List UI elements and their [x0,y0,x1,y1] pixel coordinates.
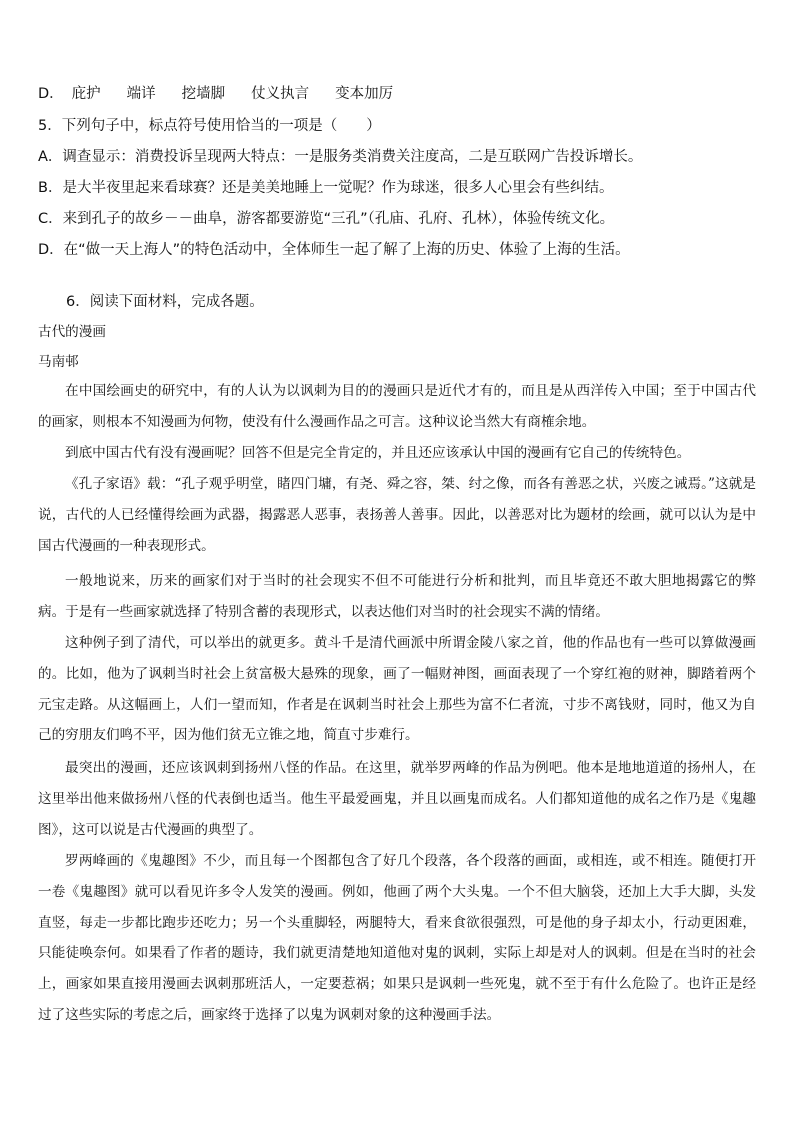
q4-word: 仗义执言 [251,86,310,102]
q5-option-b[interactable]: B．是大半夜里起来看球赛？还是美美地睡上一觉呢？作为球迷，很多人心里会有些纠结。 [38,180,614,196]
q5-option-a[interactable]: A．调查显示：消费投诉呈现两大特点：一是服务类消费关注度高，二是互联网广告投诉增长。 [38,149,643,165]
article-title: 古代的漫画 [38,324,106,340]
article-author: 马南邨 [38,354,79,370]
q5-stem: 5．下列句子中，标点符号使用恰当的一项是（ ） [38,118,381,134]
q4-option-d-label: D． [38,86,64,102]
article-paragraph: 到底中国古代有没有漫画呢？回答不但是完全肯定的，并且还应该承认中国的漫画有它自己的传统特色。 [65,445,691,461]
q5-option-d[interactable]: D．在“做一天上海人”的特色活动中，全体师生一起了解了上海的历史、体验了上海的生活。 [38,242,630,258]
q5-option-c[interactable]: C．来到孔子的故乡－－曲阜，游客都要游览“三孔”（孔庙、孔府、孔林），体验传统文化。 [38,211,615,227]
article-paragraph: 最突出的漫画，还应该讽刺到扬州八怪的作品。在这里，就举罗两峰的作品为例吧。他本是地地道道的扬州人，在这里举出他来做扬州八怪的代表倒也适当。他生平最爱画鬼，并且以画鬼而成名。人们都知道他的成名之作乃是《鬼趣图》，这可以说是古代漫画的典型了。 [38,760,756,838]
article-paragraph: 罗两峰画的《鬼趣图》不少，而且每一个图都包含了好几个段落，各个段落的画面，或相连，或不相连。随便打开一卷《鬼趣图》就可以看见许多令人发笑的漫画。例如，他画了两个大头鬼。一个不但大脑袋，还加上大手大脚，头发直竖，每走一步都比跑步还吃力；另一个头重脚轻，两腿特大，看来食欲很强烈，可是他的身子却太小，行动更困难，只能徒唤奈何。如果看了作者的题诗，我们就更清楚地知道他对鬼的讽刺，实际上却是对人的讽刺。但是在当时的社会上，画家如果直接用漫画去讽刺那班活人，一定要惹祸；如果只是讽刺一些死鬼，就不至于有什么危险了。也许正是经过了这些实际的考虑之后，画家终于选择了以鬼为讽刺对象的这种漫画手法。 [38,853,756,1023]
q6-stem: 6．阅读下面材料，完成各题。 [66,294,264,310]
article-paragraph: 一般地说来，历来的画家们对于当时的社会现实不但不可能进行分析和批判，而且毕竟还不敢大胆地揭露它的弊病。于是有一些画家就选择了特别含蓄的表现形式，以表达他们对当时的社会现实不满的情绪。 [38,573,756,620]
q4-option-d[interactable] [38,82,419,103]
article-paragraph: 在中国绘画史的研究中，有的人认为以讽刺为目的的漫画只是近代才有的，而且是从西洋传入中国；至于中国古代的画家，则根本不知漫画为何物，使没有什么漫画作品之可言。这种议论当然大有商榷余地。 [38,383,756,430]
q4-word: 庇护 [71,86,101,102]
article-paragraph: 《孔子家语》载：“孔子观乎明堂，睹四门墉，有尧、舜之容，桀、纣之像，而各有善恶之状，兴废之诫焉。”这就是说，古代的人已经懂得绘画为武器，揭露恶人恶事，表扬善人善事。因此，以善恶对比为题材的绘画，就可以认为是中国古代漫画的一种表现形式。 [38,476,756,554]
q4-word: 变本加厉 [335,86,394,102]
q4-word: 端详 [126,86,156,102]
q4-word: 挖墙脚 [181,86,226,102]
article-paragraph: 这种例子到了清代，可以举出的就更多。黄斗千是清代画派中所谓金陵八家之首，他的作品也有一些可以算做漫画的。比如，他为了讽刺当时社会上贫富极大悬殊的现象，画了一幅财神图，画面表现了一个穿红袍的财神，脚踏着两个元宝走路。从这幅画上，人们一望而知，作者是在讽刺当时社会上那些为富不仁者流，寸步不离钱财，同时，他又为自己的穷朋友们鸣不平，因为他们贫无立锥之地，简直寸步难行。 [38,635,756,744]
